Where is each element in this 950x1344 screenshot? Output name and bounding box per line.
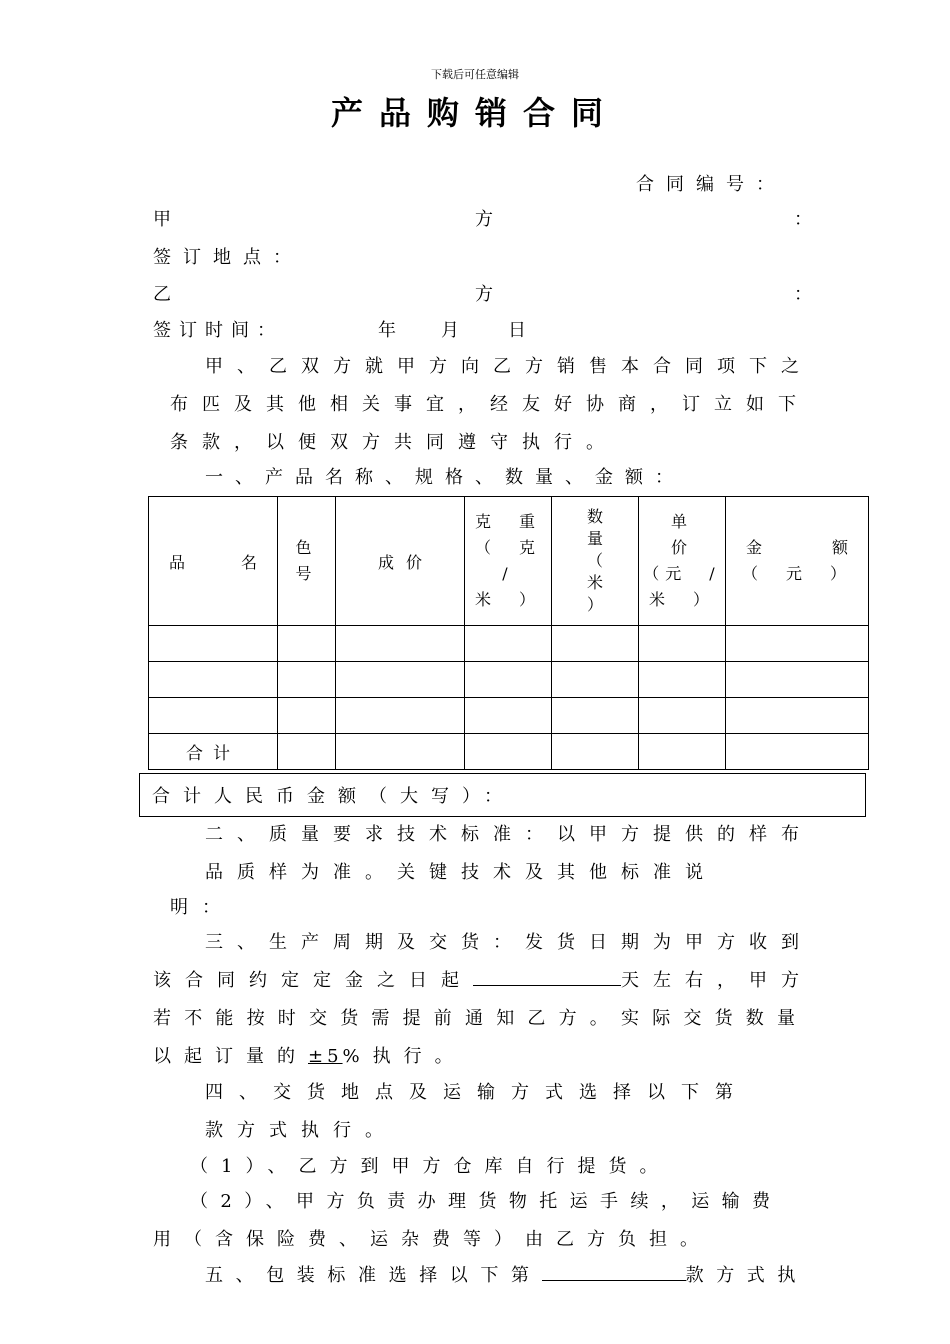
table-cell[interactable] (639, 626, 726, 662)
date-day: 日 (508, 320, 526, 341)
section3-line4-text: 以起订量的 (153, 1046, 308, 1067)
table-cell[interactable] (278, 698, 336, 734)
tolerance-value: ±5 (308, 1046, 343, 1067)
table-cell[interactable] (552, 626, 639, 662)
table-total-row (149, 734, 869, 770)
table-cell[interactable] (726, 734, 869, 770)
header-text: 价 (406, 552, 423, 572)
header-text: （ (586, 551, 603, 570)
table-cell[interactable] (336, 662, 465, 698)
section1-title: 一、产品名称、规格、数量、金额： (205, 467, 685, 488)
section4-option-2-cont: 用（含保险费、运杂费等）由乙方负担。 (153, 1229, 711, 1250)
header-quantity (552, 497, 639, 626)
table-cell[interactable] (465, 662, 552, 698)
header-text: 米 ） (474, 590, 541, 609)
section2-line-2: 品质样为准。关键技术及其他标准说 (205, 862, 717, 883)
party-b-colon: ： (794, 284, 824, 305)
party-b-label: 乙 (153, 284, 183, 305)
table-cell[interactable] (639, 734, 726, 770)
table-cell[interactable] (465, 734, 552, 770)
section5-line-1 (205, 1261, 808, 1287)
section3-line-2 (153, 966, 813, 992)
section3-line4-text: %执行。 (342, 1046, 466, 1067)
date-month: 月 (441, 320, 459, 341)
total-label: 合计 (149, 734, 278, 770)
section4-line-2: 款方式执行。 (205, 1120, 397, 1141)
intro-line-1: 甲、乙双方就甲方向乙方销售本合同项下之 (205, 356, 813, 377)
header-text: 名 (241, 552, 258, 572)
header-text: 数 (586, 507, 603, 526)
section3-line2-text: 该合同约定定金之日起 (153, 970, 473, 991)
header-note: 下载后可任意编辑 (431, 68, 519, 81)
party-a-label: 甲 (153, 209, 183, 230)
header-text: （ 克 (474, 538, 541, 557)
header-color (278, 497, 336, 626)
table-cell[interactable] (278, 734, 336, 770)
packaging-option-blank[interactable] (542, 1262, 686, 1281)
header-text: （元 / (643, 564, 721, 583)
date-year: 年 (378, 320, 396, 341)
section4-option-1: （1）、乙方到甲方仓库自行提货。 (190, 1156, 671, 1177)
sum-rmb-box (139, 773, 866, 817)
table-cell[interactable] (726, 626, 869, 662)
sum-rmb-label: 合计人民币金额（大写）： (152, 786, 515, 807)
header-text: ） (586, 595, 603, 614)
contract-no-label: 合同编号： (636, 174, 786, 195)
intro-line-3: 条款，以便双方共同遵守执行。 (170, 432, 618, 453)
header-amount (726, 497, 869, 626)
table-cell[interactable] (336, 698, 465, 734)
section3-line-1: 三、生产周期及交货：发货日期为甲方收到 (205, 932, 813, 953)
header-text: （ 元 ） (741, 564, 852, 583)
table-row (149, 662, 869, 698)
table-cell[interactable] (278, 626, 336, 662)
sign-time-label: 签订时间： (153, 320, 283, 341)
table-cell[interactable] (639, 698, 726, 734)
section5-text: 五、包装标准选择以下第 (205, 1265, 542, 1286)
header-text: 单 (670, 512, 693, 531)
table-cell[interactable] (336, 626, 465, 662)
table-cell[interactable] (149, 698, 278, 734)
table-cell[interactable] (149, 662, 278, 698)
section4-line-1: 四、交货地点及运输方式选择以下第 (205, 1082, 749, 1103)
header-text: 号 (295, 564, 318, 583)
header-weight (465, 497, 552, 626)
section5-text: 款方式执 (685, 1265, 809, 1286)
intro-line-2: 布匹及其他相关事宜，经友好协商，订立如下 (170, 394, 810, 415)
section4-option-2: （2）、甲方负责办理货物托运手续，运输费 (190, 1191, 783, 1212)
header-unit-price (639, 497, 726, 626)
table-row (149, 698, 869, 734)
table-row (149, 626, 869, 662)
party-a-colon: ： (794, 209, 824, 230)
section2-line-1: 二、质量要求技术标准：以甲方提供的样布 (205, 824, 813, 845)
header-text: 量 (586, 529, 603, 548)
header-text: 价 (670, 538, 693, 557)
table-header-row (149, 497, 869, 626)
section3-line-4 (153, 1042, 466, 1068)
header-product-name (149, 497, 278, 626)
header-text: 成 (377, 552, 394, 572)
section2-line-3: 明： (170, 897, 234, 918)
table-cell[interactable] (336, 734, 465, 770)
section3-line-3: 若不能按时交货需提前通知乙方。实际交货数量 (153, 1008, 809, 1029)
table-cell[interactable] (149, 626, 278, 662)
table-cell[interactable] (278, 662, 336, 698)
table-cell[interactable] (552, 698, 639, 734)
table-cell[interactable] (465, 698, 552, 734)
delivery-days-blank[interactable] (473, 967, 621, 986)
header-text: 米 (586, 573, 603, 592)
page-title: 产品购销合同 (330, 94, 619, 132)
header-text: 品 (168, 552, 185, 572)
table-cell[interactable] (465, 626, 552, 662)
table-cell[interactable] (726, 662, 869, 698)
sign-place-label: 签订地点： (153, 247, 303, 268)
table-cell[interactable] (639, 662, 726, 698)
header-text: 额 (832, 538, 849, 557)
header-text: 色 (295, 538, 318, 557)
party-b-label-mid: 方 (475, 284, 505, 305)
header-composition (336, 497, 465, 626)
section3-line2-text: 天左右，甲方 (621, 970, 813, 991)
header-text: 米 ） (648, 590, 715, 609)
header-text: / (502, 564, 514, 583)
party-a-label-mid: 方 (475, 209, 505, 230)
header-text: 克 重 (474, 512, 541, 531)
table-cell[interactable] (552, 662, 639, 698)
header-text: 金 (745, 538, 762, 557)
table-cell[interactable] (552, 734, 639, 770)
product-table (148, 496, 869, 770)
table-cell[interactable] (726, 698, 869, 734)
